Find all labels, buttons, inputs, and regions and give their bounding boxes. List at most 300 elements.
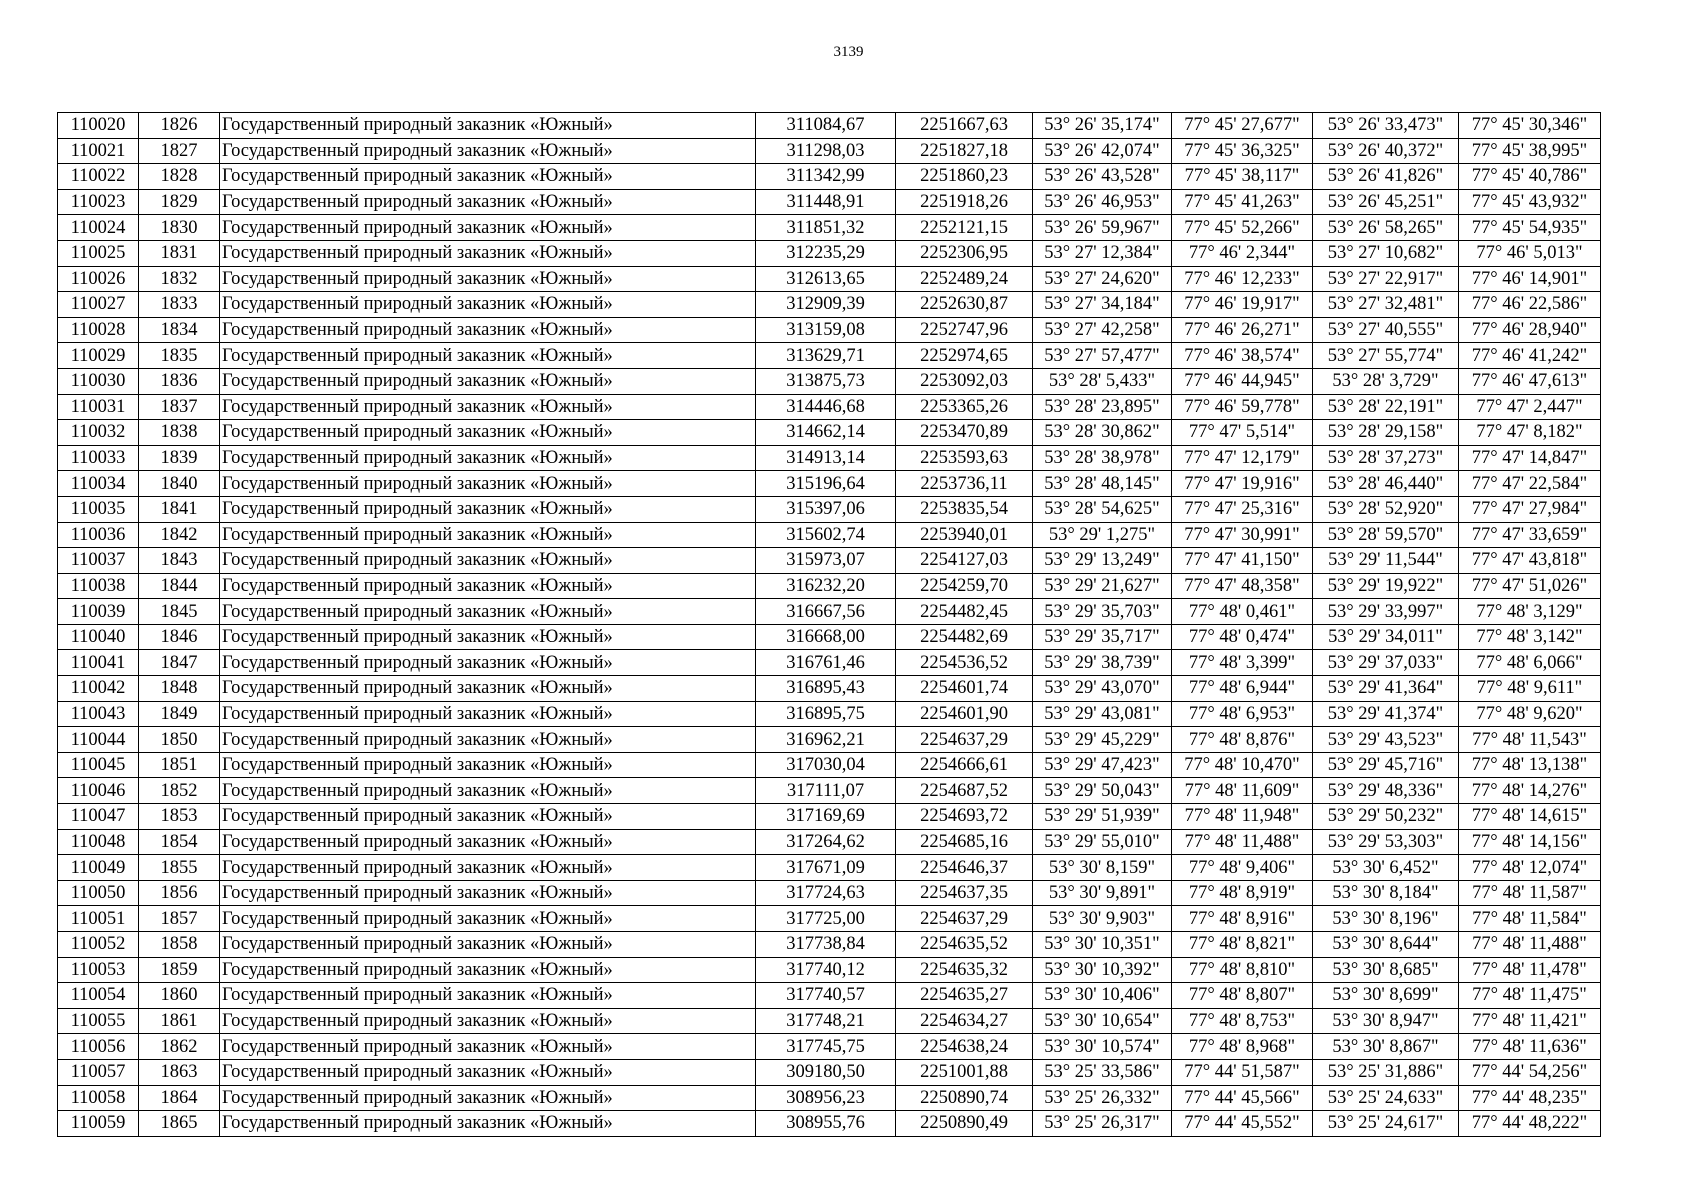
cell-lat-1: 53° 30' 9,891" — [1033, 880, 1172, 906]
cell-name: Государственный природный заказник «Южный» — [220, 880, 756, 906]
table-row — [58, 189, 1601, 215]
cell-id: 110047 — [58, 804, 139, 830]
cell-lat-2: 53° 27' 10,682" — [1313, 240, 1459, 266]
table-row — [58, 701, 1601, 727]
table-row — [58, 906, 1601, 932]
cell-lon-2: 77° 48' 9,620" — [1459, 701, 1601, 727]
cell-name: Государственный природный заказник «Южный» — [220, 727, 756, 753]
cell-y: 2251001,88 — [896, 1059, 1033, 1085]
cell-lon-2: 77° 48' 14,615" — [1459, 804, 1601, 830]
cell-x: 311851,32 — [756, 215, 896, 241]
cell-lat-2: 53° 29' 43,523" — [1313, 727, 1459, 753]
cell-y: 2254635,52 — [896, 932, 1033, 958]
cell-y: 2253736,11 — [896, 471, 1033, 497]
cell-lon-1: 77° 48' 8,753" — [1172, 1008, 1313, 1034]
cell-x: 311084,67 — [756, 113, 896, 139]
cell-number: 1849 — [139, 701, 220, 727]
cell-lon-1: 77° 48' 11,488" — [1172, 829, 1313, 855]
cell-lon-2: 77° 48' 13,138" — [1459, 752, 1601, 778]
cell-lat-2: 53° 26' 41,826" — [1313, 164, 1459, 190]
table-row — [58, 957, 1601, 983]
cell-number: 1848 — [139, 676, 220, 702]
cell-lat-1: 53° 29' 45,229" — [1033, 727, 1172, 753]
cell-x: 316761,46 — [756, 650, 896, 676]
cell-x: 317738,84 — [756, 932, 896, 958]
cell-number: 1832 — [139, 266, 220, 292]
table-row — [58, 317, 1601, 343]
table-row — [58, 420, 1601, 446]
cell-lat-1: 53° 30' 10,406" — [1033, 983, 1172, 1009]
cell-lat-1: 53° 26' 35,174" — [1033, 113, 1172, 139]
cell-name: Государственный природный заказник «Южный» — [220, 957, 756, 983]
table-row — [58, 752, 1601, 778]
cell-lat-2: 53° 30' 8,699" — [1313, 983, 1459, 1009]
table-row — [58, 624, 1601, 650]
cell-lat-2: 53° 27' 22,917" — [1313, 266, 1459, 292]
cell-number: 1846 — [139, 624, 220, 650]
cell-id: 110037 — [58, 548, 139, 574]
cell-lon-2: 77° 44' 54,256" — [1459, 1059, 1601, 1085]
table-row — [58, 1085, 1601, 1111]
cell-lat-2: 53° 28' 46,440" — [1313, 471, 1459, 497]
cell-x: 312909,39 — [756, 292, 896, 318]
cell-x: 315602,74 — [756, 522, 896, 548]
cell-lon-1: 77° 46' 26,271" — [1172, 317, 1313, 343]
cell-number: 1857 — [139, 906, 220, 932]
cell-lat-2: 53° 29' 50,232" — [1313, 804, 1459, 830]
cell-lat-1: 53° 29' 51,939" — [1033, 804, 1172, 830]
cell-y: 2252306,95 — [896, 240, 1033, 266]
cell-lon-2: 77° 48' 14,276" — [1459, 778, 1601, 804]
cell-lat-1: 53° 29' 13,249" — [1033, 548, 1172, 574]
cell-lon-2: 77° 48' 11,488" — [1459, 932, 1601, 958]
cell-id: 110044 — [58, 727, 139, 753]
cell-lon-2: 77° 47' 14,847" — [1459, 445, 1601, 471]
cell-lat-2: 53° 25' 31,886" — [1313, 1059, 1459, 1085]
cell-lon-1: 77° 46' 59,778" — [1172, 394, 1313, 420]
cell-number: 1860 — [139, 983, 220, 1009]
cell-y: 2254482,45 — [896, 599, 1033, 625]
cell-name: Государственный природный заказник «Южный» — [220, 599, 756, 625]
cell-y: 2251918,26 — [896, 189, 1033, 215]
cell-id: 110059 — [58, 1111, 139, 1137]
cell-lon-2: 77° 48' 12,074" — [1459, 855, 1601, 881]
cell-lat-1: 53° 30' 10,351" — [1033, 932, 1172, 958]
cell-lon-1: 77° 48' 8,916" — [1172, 906, 1313, 932]
cell-y: 2254601,90 — [896, 701, 1033, 727]
cell-y: 2254259,70 — [896, 573, 1033, 599]
cell-x: 317740,12 — [756, 957, 896, 983]
cell-number: 1828 — [139, 164, 220, 190]
cell-lon-1: 77° 48' 3,399" — [1172, 650, 1313, 676]
cell-y: 2254127,03 — [896, 548, 1033, 574]
cell-lat-2: 53° 30' 8,196" — [1313, 906, 1459, 932]
cell-id: 110035 — [58, 496, 139, 522]
cell-lon-2: 77° 45' 40,786" — [1459, 164, 1601, 190]
cell-lat-2: 53° 29' 53,303" — [1313, 829, 1459, 855]
cell-y: 2254646,37 — [896, 855, 1033, 881]
cell-lat-1: 53° 29' 38,739" — [1033, 650, 1172, 676]
cell-x: 317111,07 — [756, 778, 896, 804]
cell-lon-1: 77° 48' 8,821" — [1172, 932, 1313, 958]
cell-lat-2: 53° 28' 59,570" — [1313, 522, 1459, 548]
cell-y: 2254635,32 — [896, 957, 1033, 983]
cell-lat-2: 53° 29' 33,997" — [1313, 599, 1459, 625]
cell-lon-1: 77° 47' 5,514" — [1172, 420, 1313, 446]
cell-lat-2: 53° 29' 34,011" — [1313, 624, 1459, 650]
cell-y: 2251827,18 — [896, 138, 1033, 164]
cell-name: Государственный природный заказник «Южный» — [220, 778, 756, 804]
cell-id: 110050 — [58, 880, 139, 906]
cell-lat-2: 53° 27' 55,774" — [1313, 343, 1459, 369]
cell-lon-1: 77° 48' 8,968" — [1172, 1034, 1313, 1060]
table-row — [58, 368, 1601, 394]
cell-lat-1: 53° 29' 47,423" — [1033, 752, 1172, 778]
cell-number: 1835 — [139, 343, 220, 369]
cell-lat-1: 53° 29' 43,081" — [1033, 701, 1172, 727]
cell-lon-1: 77° 47' 41,150" — [1172, 548, 1313, 574]
cell-y: 2254637,29 — [896, 906, 1033, 932]
cell-name: Государственный природный заказник «Южный» — [220, 317, 756, 343]
cell-lon-2: 77° 48' 11,636" — [1459, 1034, 1601, 1060]
cell-name: Государственный природный заказник «Южный» — [220, 138, 756, 164]
cell-number: 1856 — [139, 880, 220, 906]
cell-name: Государственный природный заказник «Южный» — [220, 701, 756, 727]
table-row — [58, 445, 1601, 471]
cell-name: Государственный природный заказник «Южный» — [220, 1008, 756, 1034]
cell-lon-1: 77° 48' 6,953" — [1172, 701, 1313, 727]
cell-y: 2254637,35 — [896, 880, 1033, 906]
cell-lat-2: 53° 29' 11,544" — [1313, 548, 1459, 574]
cell-lat-2: 53° 28' 52,920" — [1313, 496, 1459, 522]
cell-lon-2: 77° 47' 33,659" — [1459, 522, 1601, 548]
cell-number: 1861 — [139, 1008, 220, 1034]
cell-x: 314662,14 — [756, 420, 896, 446]
cell-x: 317725,00 — [756, 906, 896, 932]
cell-lon-1: 77° 45' 52,266" — [1172, 215, 1313, 241]
cell-lon-1: 77° 44' 45,552" — [1172, 1111, 1313, 1137]
cell-lat-1: 53° 25' 26,332" — [1033, 1085, 1172, 1111]
cell-lat-2: 53° 30' 8,184" — [1313, 880, 1459, 906]
cell-name: Государственный природный заказник «Южный» — [220, 804, 756, 830]
cell-number: 1865 — [139, 1111, 220, 1137]
cell-x: 309180,50 — [756, 1059, 896, 1085]
table-row — [58, 1034, 1601, 1060]
cell-lon-2: 77° 48' 11,478" — [1459, 957, 1601, 983]
cell-lat-1: 53° 29' 1,275" — [1033, 522, 1172, 548]
cell-x: 314446,68 — [756, 394, 896, 420]
cell-number: 1838 — [139, 420, 220, 446]
cell-lat-2: 53° 29' 48,336" — [1313, 778, 1459, 804]
cell-lat-1: 53° 25' 33,586" — [1033, 1059, 1172, 1085]
cell-lon-2: 77° 48' 11,543" — [1459, 727, 1601, 753]
cell-lat-1: 53° 26' 46,953" — [1033, 189, 1172, 215]
cell-name: Государственный природный заказник «Южный» — [220, 368, 756, 394]
cell-lat-2: 53° 29' 37,033" — [1313, 650, 1459, 676]
cell-x: 317745,75 — [756, 1034, 896, 1060]
table-row — [58, 164, 1601, 190]
cell-lon-1: 77° 47' 30,991" — [1172, 522, 1313, 548]
cell-lat-2: 53° 27' 32,481" — [1313, 292, 1459, 318]
cell-id: 110022 — [58, 164, 139, 190]
cell-name: Государственный природный заказник «Южный» — [220, 164, 756, 190]
cell-lon-1: 77° 48' 8,919" — [1172, 880, 1313, 906]
cell-lon-1: 77° 45' 41,263" — [1172, 189, 1313, 215]
cell-x: 317030,04 — [756, 752, 896, 778]
cell-id: 110020 — [58, 113, 139, 139]
cell-lat-1: 53° 29' 43,070" — [1033, 676, 1172, 702]
cell-id: 110039 — [58, 599, 139, 625]
cell-lat-1: 53° 27' 12,384" — [1033, 240, 1172, 266]
cell-name: Государственный природный заказник «Южный» — [220, 548, 756, 574]
cell-lat-1: 53° 27' 34,184" — [1033, 292, 1172, 318]
cell-y: 2254634,27 — [896, 1008, 1033, 1034]
cell-id: 110021 — [58, 138, 139, 164]
cell-x: 311342,99 — [756, 164, 896, 190]
table-row — [58, 1008, 1601, 1034]
cell-lon-1: 77° 48' 11,609" — [1172, 778, 1313, 804]
table-row — [58, 676, 1601, 702]
cell-x: 316962,21 — [756, 727, 896, 753]
cell-id: 110057 — [58, 1059, 139, 1085]
cell-name: Государственный природный заказник «Южный» — [220, 215, 756, 241]
cell-number: 1844 — [139, 573, 220, 599]
cell-lat-2: 53° 28' 3,729" — [1313, 368, 1459, 394]
cell-id: 110031 — [58, 394, 139, 420]
cell-id: 110058 — [58, 1085, 139, 1111]
cell-number: 1830 — [139, 215, 220, 241]
table-row — [58, 1059, 1601, 1085]
cell-lat-1: 53° 30' 9,903" — [1033, 906, 1172, 932]
cell-number: 1845 — [139, 599, 220, 625]
cell-y: 2254635,27 — [896, 983, 1033, 1009]
table-row — [58, 599, 1601, 625]
cell-id: 110026 — [58, 266, 139, 292]
cell-lon-1: 77° 46' 44,945" — [1172, 368, 1313, 394]
cell-lon-2: 77° 46' 14,901" — [1459, 266, 1601, 292]
table-row — [58, 113, 1601, 139]
cell-y: 2253470,89 — [896, 420, 1033, 446]
cell-lon-2: 77° 47' 22,584" — [1459, 471, 1601, 497]
table-row — [58, 983, 1601, 1009]
cell-lon-1: 77° 48' 8,807" — [1172, 983, 1313, 1009]
table-row — [58, 292, 1601, 318]
table-row — [58, 855, 1601, 881]
cell-y: 2254687,52 — [896, 778, 1033, 804]
page-number: 3139 — [833, 44, 864, 60]
cell-lat-2: 53° 28' 37,273" — [1313, 445, 1459, 471]
cell-y: 2253092,03 — [896, 368, 1033, 394]
cell-lat-2: 53° 30' 8,947" — [1313, 1008, 1459, 1034]
cell-name: Государственный природный заказник «Южный» — [220, 624, 756, 650]
cell-x: 312613,65 — [756, 266, 896, 292]
cell-x: 314913,14 — [756, 445, 896, 471]
cell-number: 1847 — [139, 650, 220, 676]
cell-x: 313875,73 — [756, 368, 896, 394]
cell-name: Государственный природный заказник «Южный» — [220, 471, 756, 497]
cell-lat-1: 53° 26' 42,074" — [1033, 138, 1172, 164]
coordinates-table — [57, 112, 1601, 1137]
cell-lon-2: 77° 48' 3,129" — [1459, 599, 1601, 625]
cell-y: 2253365,26 — [896, 394, 1033, 420]
cell-id: 110053 — [58, 957, 139, 983]
cell-name: Государственный природный заказник «Южный» — [220, 1085, 756, 1111]
cell-lat-2: 53° 25' 24,633" — [1313, 1085, 1459, 1111]
cell-number: 1841 — [139, 496, 220, 522]
cell-lon-2: 77° 46' 22,586" — [1459, 292, 1601, 318]
cell-name: Государственный природный заказник «Южный» — [220, 522, 756, 548]
cell-lat-1: 53° 28' 5,433" — [1033, 368, 1172, 394]
cell-lon-1: 77° 48' 0,474" — [1172, 624, 1313, 650]
table-row — [58, 394, 1601, 420]
cell-name: Государственный природный заказник «Южный» — [220, 266, 756, 292]
cell-lon-2: 77° 47' 43,818" — [1459, 548, 1601, 574]
cell-lat-1: 53° 28' 23,895" — [1033, 394, 1172, 420]
table-row — [58, 932, 1601, 958]
cell-lat-2: 53° 25' 24,617" — [1313, 1111, 1459, 1137]
cell-y: 2254536,52 — [896, 650, 1033, 676]
cell-lon-2: 77° 47' 8,182" — [1459, 420, 1601, 446]
cell-name: Государственный природный заказник «Южный» — [220, 189, 756, 215]
cell-y: 2252747,96 — [896, 317, 1033, 343]
cell-x: 317740,57 — [756, 983, 896, 1009]
cell-name: Государственный природный заказник «Южный» — [220, 650, 756, 676]
cell-id: 110048 — [58, 829, 139, 855]
cell-x: 316895,75 — [756, 701, 896, 727]
cell-lat-2: 53° 26' 58,265" — [1313, 215, 1459, 241]
cell-y: 2251667,63 — [896, 113, 1033, 139]
table-row — [58, 522, 1601, 548]
cell-number: 1834 — [139, 317, 220, 343]
table-row — [58, 1111, 1601, 1137]
cell-y: 2254666,61 — [896, 752, 1033, 778]
cell-lon-1: 77° 47' 19,916" — [1172, 471, 1313, 497]
cell-id: 110034 — [58, 471, 139, 497]
cell-lat-1: 53° 30' 10,574" — [1033, 1034, 1172, 1060]
cell-number: 1858 — [139, 932, 220, 958]
cell-name: Государственный природный заказник «Южный» — [220, 752, 756, 778]
cell-number: 1855 — [139, 855, 220, 881]
cell-y: 2254482,69 — [896, 624, 1033, 650]
cell-lon-2: 77° 45' 30,346" — [1459, 113, 1601, 139]
cell-x: 308955,76 — [756, 1111, 896, 1137]
cell-lat-1: 53° 26' 59,967" — [1033, 215, 1172, 241]
cell-name: Государственный природный заказник «Южный» — [220, 394, 756, 420]
cell-id: 110052 — [58, 932, 139, 958]
cell-lat-2: 53° 29' 41,364" — [1313, 676, 1459, 702]
table-row — [58, 804, 1601, 830]
cell-lon-1: 77° 48' 6,944" — [1172, 676, 1313, 702]
cell-number: 1864 — [139, 1085, 220, 1111]
cell-y: 2251860,23 — [896, 164, 1033, 190]
cell-lat-1: 53° 29' 21,627" — [1033, 573, 1172, 599]
cell-x: 316895,43 — [756, 676, 896, 702]
cell-name: Государственный природный заказник «Южный» — [220, 113, 756, 139]
cell-lat-2: 53° 29' 45,716" — [1313, 752, 1459, 778]
cell-lat-2: 53° 30' 6,452" — [1313, 855, 1459, 881]
cell-lon-2: 77° 46' 28,940" — [1459, 317, 1601, 343]
cell-number: 1863 — [139, 1059, 220, 1085]
cell-id: 110045 — [58, 752, 139, 778]
cell-id: 110038 — [58, 573, 139, 599]
cell-x: 311298,03 — [756, 138, 896, 164]
table-row — [58, 880, 1601, 906]
cell-lon-1: 77° 46' 12,233" — [1172, 266, 1313, 292]
cell-lon-1: 77° 48' 9,406" — [1172, 855, 1313, 881]
cell-id: 110030 — [58, 368, 139, 394]
table-row — [58, 266, 1601, 292]
cell-name: Государственный природный заказник «Южный» — [220, 983, 756, 1009]
cell-number: 1854 — [139, 829, 220, 855]
cell-name: Государственный природный заказник «Южный» — [220, 420, 756, 446]
cell-lat-2: 53° 29' 41,374" — [1313, 701, 1459, 727]
cell-lon-1: 77° 46' 2,344" — [1172, 240, 1313, 266]
cell-number: 1831 — [139, 240, 220, 266]
table-row — [58, 343, 1601, 369]
cell-lon-2: 77° 44' 48,235" — [1459, 1085, 1601, 1111]
cell-number: 1850 — [139, 727, 220, 753]
cell-lat-1: 53° 29' 50,043" — [1033, 778, 1172, 804]
cell-lon-1: 77° 44' 45,566" — [1172, 1085, 1313, 1111]
cell-lon-2: 77° 48' 6,066" — [1459, 650, 1601, 676]
cell-lon-2: 77° 45' 43,932" — [1459, 189, 1601, 215]
cell-y: 2254601,74 — [896, 676, 1033, 702]
cell-lat-2: 53° 26' 45,251" — [1313, 189, 1459, 215]
cell-number: 1840 — [139, 471, 220, 497]
cell-y: 2253835,54 — [896, 496, 1033, 522]
cell-lon-2: 77° 48' 11,584" — [1459, 906, 1601, 932]
cell-name: Государственный природный заказник «Южный» — [220, 1111, 756, 1137]
table-row — [58, 496, 1601, 522]
cell-name: Государственный природный заказник «Южный» — [220, 906, 756, 932]
cell-lat-1: 53° 28' 48,145" — [1033, 471, 1172, 497]
cell-x: 315397,06 — [756, 496, 896, 522]
cell-lon-1: 77° 48' 10,470" — [1172, 752, 1313, 778]
cell-lon-2: 77° 48' 11,475" — [1459, 983, 1601, 1009]
cell-id: 110025 — [58, 240, 139, 266]
table-row — [58, 727, 1601, 753]
cell-lon-2: 77° 48' 14,156" — [1459, 829, 1601, 855]
cell-name: Государственный природный заказник «Южный» — [220, 292, 756, 318]
cell-lat-1: 53° 27' 24,620" — [1033, 266, 1172, 292]
cell-lon-1: 77° 48' 0,461" — [1172, 599, 1313, 625]
cell-name: Государственный природный заказник «Южный» — [220, 573, 756, 599]
cell-lat-1: 53° 29' 55,010" — [1033, 829, 1172, 855]
cell-id: 110046 — [58, 778, 139, 804]
cell-number: 1852 — [139, 778, 220, 804]
cell-id: 110023 — [58, 189, 139, 215]
cell-lat-1: 53° 30' 10,392" — [1033, 957, 1172, 983]
cell-lat-1: 53° 29' 35,703" — [1033, 599, 1172, 625]
cell-name: Государственный природный заказник «Южный» — [220, 240, 756, 266]
cell-y: 2250890,49 — [896, 1111, 1033, 1137]
table-row — [58, 240, 1601, 266]
cell-number: 1859 — [139, 957, 220, 983]
cell-lat-1: 53° 30' 10,654" — [1033, 1008, 1172, 1034]
cell-id: 110024 — [58, 215, 139, 241]
cell-x: 316667,56 — [756, 599, 896, 625]
cell-name: Государственный природный заказник «Южный» — [220, 445, 756, 471]
cell-id: 110041 — [58, 650, 139, 676]
cell-lon-1: 77° 46' 38,574" — [1172, 343, 1313, 369]
cell-y: 2253593,63 — [896, 445, 1033, 471]
cell-id: 110029 — [58, 343, 139, 369]
cell-lon-1: 77° 47' 12,179" — [1172, 445, 1313, 471]
cell-id: 110042 — [58, 676, 139, 702]
cell-x: 317264,62 — [756, 829, 896, 855]
table-row — [58, 548, 1601, 574]
cell-lon-2: 77° 48' 9,611" — [1459, 676, 1601, 702]
